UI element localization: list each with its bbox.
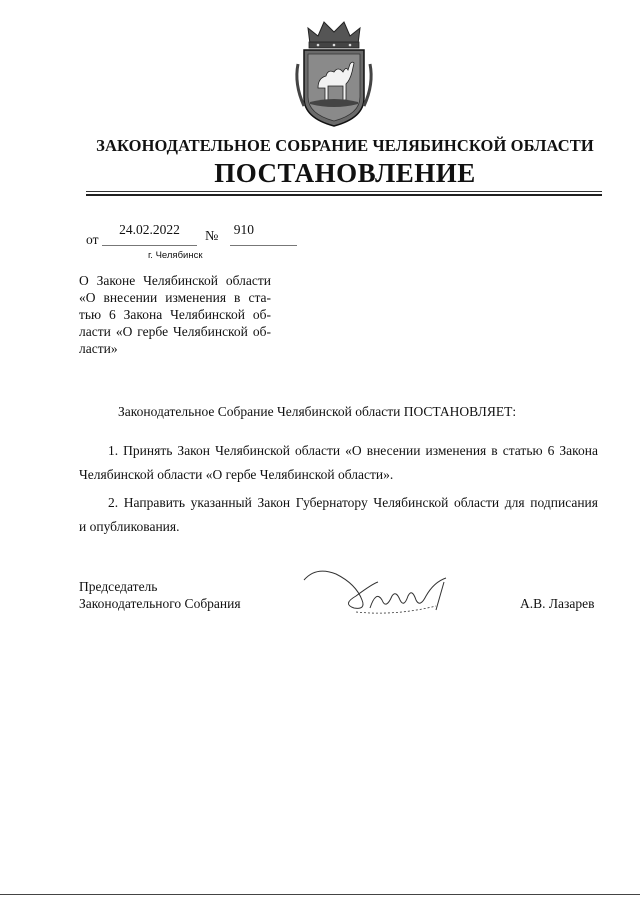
- signer-title-line-2: Законодательного Собрания: [79, 596, 241, 611]
- header-divider-thin: [86, 191, 602, 192]
- resolution-preamble: Законодательное Собрание Челябинской области ПОСТАНОВЛЯЕТ:: [118, 404, 517, 419]
- city-label: г. Челябинск: [148, 250, 203, 261]
- subject-line: тью 6 Закона Челябинской об-: [79, 307, 271, 322]
- signer-name: А.В. Лазарев: [520, 596, 595, 611]
- item-1-line-1: 1. Принять Закон Челябинской области «О внесении изменения в статью 6 Закона: [108, 443, 598, 458]
- item-1-line-2: Челябинской области «О гербе Челябинской области».: [79, 467, 394, 482]
- signer-title-line-1: Председатель: [79, 579, 158, 594]
- document-subject: [79, 272, 271, 357]
- date-underline: [102, 245, 197, 246]
- crown-icon: [308, 22, 360, 48]
- number-sign-label: №: [205, 229, 219, 244]
- document-number: 910: [233, 222, 254, 237]
- subject-line: «О внесении изменения в ста-: [79, 290, 271, 305]
- document-type-heading: ПОСТАНОВЛЕНИЕ: [214, 158, 476, 188]
- organization-title: ЗАКОНОДАТЕЛЬНОЕ СОБРАНИЕ ЧЕЛЯБИНСКОЙ ОБЛАСТИ: [96, 136, 594, 155]
- header-divider-thick: [86, 194, 602, 196]
- item-2-line-1: 2. Направить указанный Закон Губернатору Челябинской области для подписания: [108, 495, 598, 510]
- date-prefix-label: от: [86, 232, 99, 247]
- coat-of-arms-emblem: [288, 14, 380, 132]
- subject-line: О Законе Челябинской области: [79, 273, 271, 288]
- item-2-line-2: и опубликования.: [79, 519, 180, 534]
- subject-line: ласти «О гербе Челябинской об-: [79, 324, 271, 339]
- number-underline: [230, 245, 297, 246]
- page-bottom-rule: [0, 894, 640, 895]
- subject-line: ласти»: [79, 341, 118, 356]
- handwritten-signature: [296, 560, 476, 620]
- signer-title: [79, 578, 241, 612]
- document-date: 24.02.2022: [119, 222, 180, 237]
